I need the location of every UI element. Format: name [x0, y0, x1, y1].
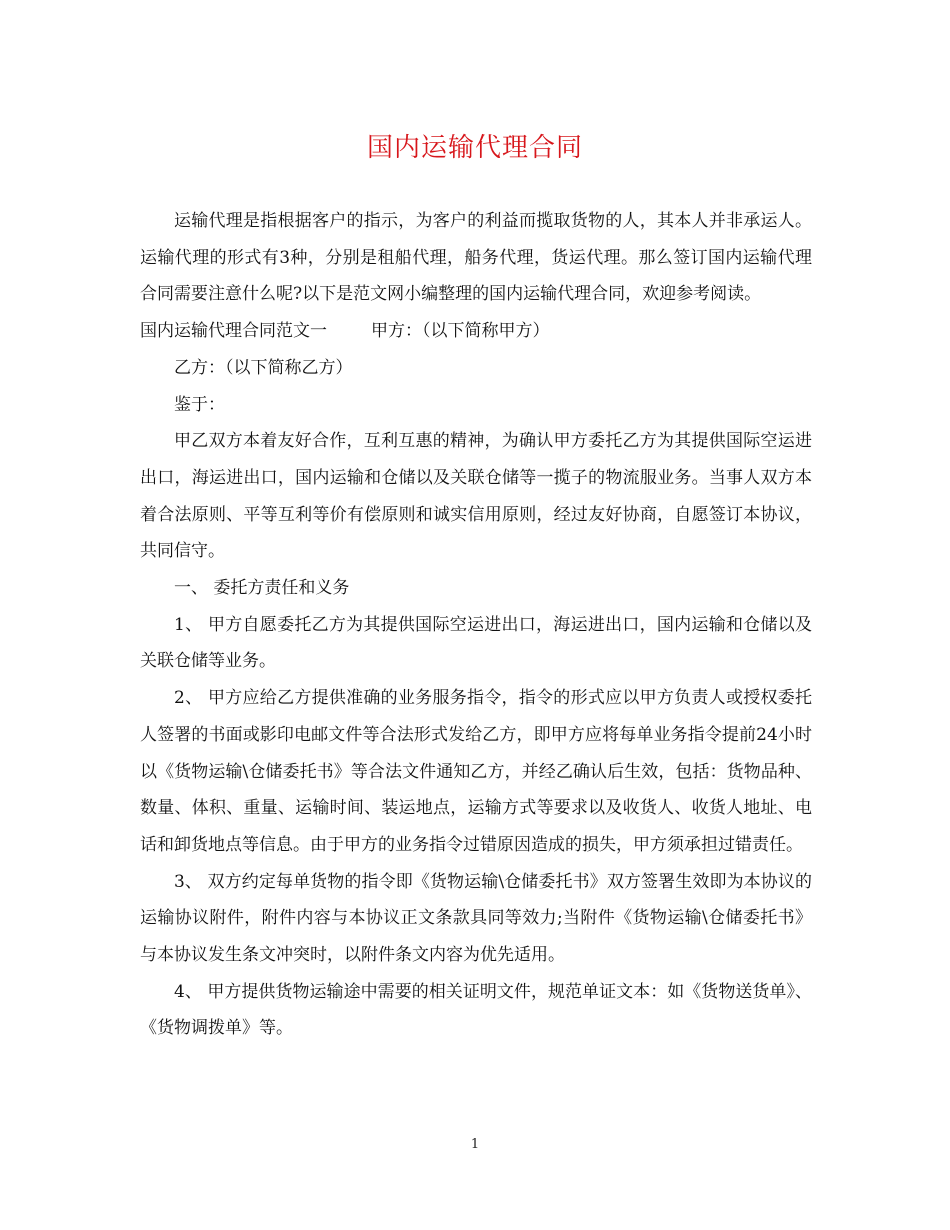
party-a-line: 甲方：（以下简称甲方） — [371, 321, 550, 342]
clause-4: 4、 甲方提供货物运输途中需要的相关证明文件，规范单证文本：如《货物送货单》、《货物调拨单》等。 — [140, 981, 812, 1039]
section-heading-1: 一、 委托方责任和义务 — [174, 578, 350, 599]
page-number: 1 — [470, 1137, 480, 1152]
sample-heading: 国内运输代理合同范文一 — [140, 321, 327, 342]
sample-heading-line — [140, 313, 812, 350]
whereas-line: 鉴于： — [174, 394, 225, 415]
party-b-line: 乙方：（以下简称乙方） — [174, 357, 353, 378]
preamble-paragraph: 甲乙双方本着友好合作，互利互惠的精神，为确认甲方委托乙方为其提供国际空运进出口，海运进出口，国内运输和仓储以及关联仓储等一揽子的物流服业务。当事人双方本着合法原则、平等互利等价有偿原则和诚实信用原则，经过友好协商，自愿签订本协议，共同信守。 — [140, 431, 812, 562]
clause-3: 3、 双方约定每单货物的指令即《货物运输\仓储委托书》双方签署生效即为本协议的运输协议附件，附件内容与本协议正文条款具同等效力;当附件《货物运输\仓储委托书》与本协议发生条文冲突时，以附件条文内容为优先适用。 — [140, 871, 812, 966]
clause-1: 1、 甲方自愿委托乙方为其提供国际空运进出口，海运进出口，国内运输和仓储以及关联仓储等业务。 — [140, 614, 812, 672]
document-body — [140, 203, 812, 1047]
intro-paragraph: 运输代理是指根据客户的指示，为客户的利益而揽取货物的人，其本人并非承运人。运输代理的形式有3种，分别是租船代理，船务代理，货运代理。那么签订国内运输代理合同需要注意什么呢?以下是范文网小编整理的国内运输代理合同，欢迎参考阅读。 — [140, 211, 812, 305]
document-title: 国内运输代理合同 — [366, 133, 583, 163]
clause-2: 2、 甲方应给乙方提供准确的业务服务指令，指令的形式应以甲方负责人或授权委托人签署的书面或影印电邮文件等合法形式发给乙方，即甲方应将每单业务指令提前24小时以《货物运输\仓储委托书》等合法文件通知乙方，并经乙确认后生效，包括：货物品种、数量、体积、重量、运输时间、装运地点，运输方式等要求以及收货人、收货人地址、电话和卸货地点等信息。由于甲方的业务指令过错原因造成的损失，甲方须承担过错责任。 — [140, 688, 812, 855]
